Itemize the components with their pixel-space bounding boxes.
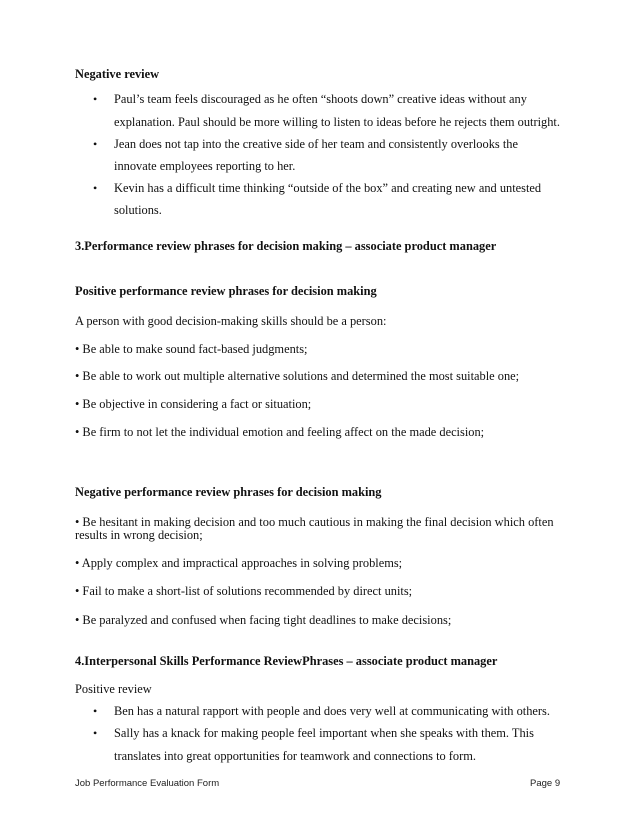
positive-decision-item-4: • Be firm to not let the individual emotion and feeling affect on the made decision; [75, 425, 485, 439]
positive-review-item-2-line1: Sally has a knack for making people feel important when she speaks with them. This [114, 726, 534, 740]
negative-review-item-2-line1: Jean does not tap into the creative side of her team and consistently overlooks the [114, 137, 518, 151]
positive-decision-item-2: • Be able to work out multiple alternative solutions and determined the most suitable one; [75, 369, 520, 383]
negative-review-item-3-line2: solutions. [114, 203, 162, 217]
positive-decision-heading: Positive performance review phrases for decision making [75, 284, 377, 298]
negative-review-item-1-line2: explanation. Paul should be more willing to listen to ideas before he rejects them outright. [114, 115, 560, 129]
positive-review-item-1: Ben has a natural rapport with people and does very well at communicating with others. [114, 704, 550, 718]
positive-decision-item-3: • Be objective in considering a fact or situation; [75, 397, 312, 411]
negative-decision-heading: Negative performance review phrases for decision making [75, 485, 382, 499]
negative-review-item-1-line1: Paul’s team feels discouraged as he often “shoots down” creative ideas without any [114, 92, 527, 106]
negative-decision-item-2: • Apply complex and impractical approaches in solving problems; [75, 556, 403, 570]
bullet-dot: • [93, 704, 98, 718]
positive-review-heading: Positive review [75, 682, 152, 696]
bullet-dot: • [93, 92, 98, 106]
bullet-dot: • [93, 137, 98, 151]
negative-review-item-3-line1: Kevin has a difficult time thinking “outside of the box” and creating new and untested [114, 181, 542, 195]
positive-review-item-2-line2: translates into great opportunities for teamwork and connections to form. [114, 749, 476, 763]
negative-decision-item-1-line1: • Be hesitant in making decision and too much cautious in making the final decision which often [75, 515, 554, 529]
negative-decision-item-1-line2: results in wrong decision; [75, 528, 203, 542]
positive-decision-item-1: • Be able to make sound fact-based judgments; [75, 342, 308, 356]
negative-review-heading: Negative review [75, 67, 160, 81]
bullet-dot: • [93, 181, 98, 195]
footer-page-number: Page 9 [530, 778, 561, 789]
section-3-heading: 3.Performance review phrases for decision making – associate product manager [75, 239, 497, 253]
decision-intro-text: A person with good decision-making skills should be a person: [75, 314, 387, 328]
negative-review-item-2-line2: innovate employees reporting to her. [114, 159, 296, 173]
negative-decision-item-3: • Fail to make a short-list of solutions recommended by direct units; [75, 584, 413, 598]
negative-decision-item-4: • Be paralyzed and confused when facing tight deadlines to make decisions; [75, 613, 452, 627]
section-4-heading: 4.Interpersonal Skills Performance ReviewPhrases – associate product manager [75, 654, 498, 668]
bullet-dot: • [93, 726, 98, 740]
footer-document-title: Job Performance Evaluation Form [75, 778, 220, 789]
